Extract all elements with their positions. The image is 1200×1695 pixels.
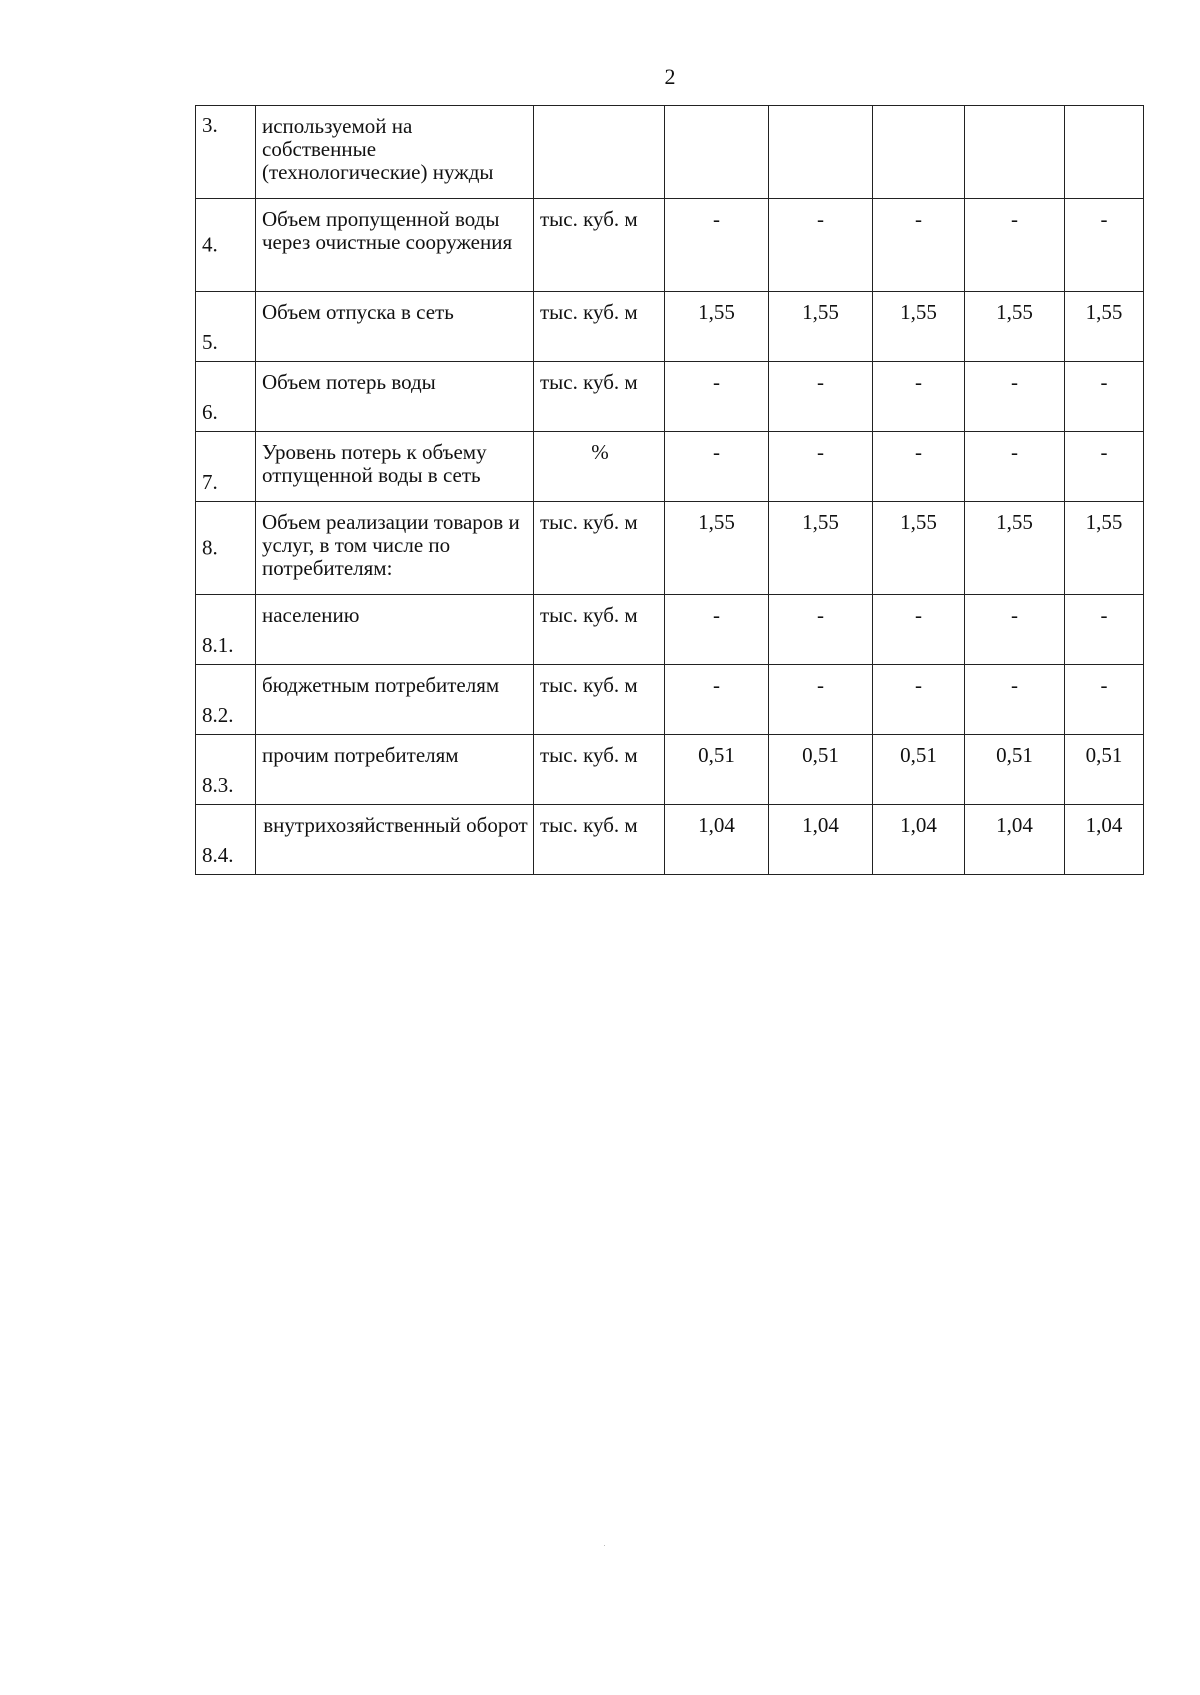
row-name: бюджетным потребителям <box>256 665 534 735</box>
row-value: - <box>769 432 873 502</box>
row-value: 1,55 <box>1065 292 1144 362</box>
row-value: - <box>769 199 873 292</box>
row-value <box>965 106 1065 199</box>
row-value: - <box>873 432 965 502</box>
row-value: 1,55 <box>769 502 873 595</box>
row-value: - <box>1065 665 1144 735</box>
row-value: - <box>873 362 965 432</box>
row-unit: тыс. куб. м <box>534 665 665 735</box>
row-name: Объем потерь воды <box>256 362 534 432</box>
table-row <box>196 106 1144 199</box>
page-number: 2 <box>664 64 676 89</box>
row-number-cell <box>196 665 256 735</box>
table-row <box>196 432 1144 502</box>
row-value: 0,51 <box>769 735 873 805</box>
row-name: Объем реализации товаров и услуг, в том числе по потребителям: <box>256 502 534 595</box>
row-value: - <box>1065 362 1144 432</box>
row-value <box>1065 106 1144 199</box>
row-value <box>665 106 769 199</box>
row-value: 0,51 <box>873 735 965 805</box>
row-number-cell <box>196 362 256 432</box>
row-value: - <box>769 362 873 432</box>
row-unit: тыс. куб. м <box>534 735 665 805</box>
row-value: 1,55 <box>665 292 769 362</box>
row-value: 0,51 <box>1065 735 1144 805</box>
row-value: - <box>1065 199 1144 292</box>
row-value: - <box>665 595 769 665</box>
table-row <box>196 362 1144 432</box>
table-row <box>196 292 1144 362</box>
row-name: населению <box>256 595 534 665</box>
row-number: 4. <box>202 232 218 257</box>
row-unit <box>534 106 665 199</box>
row-unit: тыс. куб. м <box>534 595 665 665</box>
row-value: - <box>873 199 965 292</box>
row-value: 1,55 <box>873 502 965 595</box>
row-unit: тыс. куб. м <box>534 805 665 875</box>
row-value: - <box>965 665 1065 735</box>
row-value <box>873 106 965 199</box>
row-value: - <box>965 362 1065 432</box>
row-value: - <box>665 432 769 502</box>
row-value: - <box>1065 432 1144 502</box>
row-unit: % <box>534 432 665 502</box>
row-number: 5. <box>202 330 218 354</box>
scan-speck <box>604 1545 605 1546</box>
row-name: Объем пропущенной воды через очистные сооружения <box>256 199 534 292</box>
row-unit: тыс. куб. м <box>534 292 665 362</box>
table-row <box>196 199 1144 292</box>
table-row <box>196 665 1144 735</box>
table-row <box>196 735 1144 805</box>
row-number: 7. <box>202 470 218 494</box>
row-name: Уровень потерь к объему отпущенной воды в сеть <box>256 432 534 502</box>
row-number-cell <box>196 595 256 665</box>
row-value: - <box>769 665 873 735</box>
row-number-cell <box>196 199 256 292</box>
row-value: - <box>1065 595 1144 665</box>
row-number-cell <box>196 292 256 362</box>
row-value: 1,04 <box>1065 805 1144 875</box>
row-value: 1,55 <box>965 292 1065 362</box>
table-row <box>196 595 1144 665</box>
row-name: внутрихозяйственный оборот <box>256 805 534 875</box>
row-value: 1,55 <box>769 292 873 362</box>
row-value: - <box>769 595 873 665</box>
row-value: - <box>873 595 965 665</box>
row-number: 8.3. <box>202 773 234 797</box>
row-name: используемой на собственные (технологические) нужды <box>256 106 534 199</box>
row-value: 1,04 <box>665 805 769 875</box>
row-number: 8. <box>202 535 218 560</box>
row-value: 1,04 <box>965 805 1065 875</box>
row-value: 0,51 <box>965 735 1065 805</box>
row-name: Объем отпуска в сеть <box>256 292 534 362</box>
row-number-cell <box>196 735 256 805</box>
row-value: - <box>873 665 965 735</box>
row-unit: тыс. куб. м <box>534 362 665 432</box>
row-value: - <box>965 432 1065 502</box>
row-value: 1,55 <box>873 292 965 362</box>
row-value: 1,55 <box>665 502 769 595</box>
row-value: 0,51 <box>665 735 769 805</box>
row-value: - <box>665 362 769 432</box>
row-name: прочим потребителям <box>256 735 534 805</box>
row-number: 3. <box>202 113 218 137</box>
row-number: 8.4. <box>202 843 234 867</box>
row-number-cell <box>196 106 256 199</box>
row-number: 6. <box>202 400 218 424</box>
row-value: 1,04 <box>873 805 965 875</box>
row-unit: тыс. куб. м <box>534 199 665 292</box>
row-number: 8.1. <box>202 633 234 657</box>
row-number-cell <box>196 432 256 502</box>
water-balance-table <box>195 105 1144 875</box>
row-value: 1,04 <box>769 805 873 875</box>
row-number-cell <box>196 805 256 875</box>
table-row <box>196 805 1144 875</box>
row-number: 8.2. <box>202 703 234 727</box>
row-value: - <box>665 199 769 292</box>
row-value: 1,55 <box>1065 502 1144 595</box>
row-value: - <box>965 199 1065 292</box>
row-value: - <box>965 595 1065 665</box>
table-row <box>196 502 1144 595</box>
row-value: - <box>665 665 769 735</box>
row-value: 1,55 <box>965 502 1065 595</box>
row-unit: тыс. куб. м <box>534 502 665 595</box>
row-number-cell <box>196 502 256 595</box>
row-value <box>769 106 873 199</box>
